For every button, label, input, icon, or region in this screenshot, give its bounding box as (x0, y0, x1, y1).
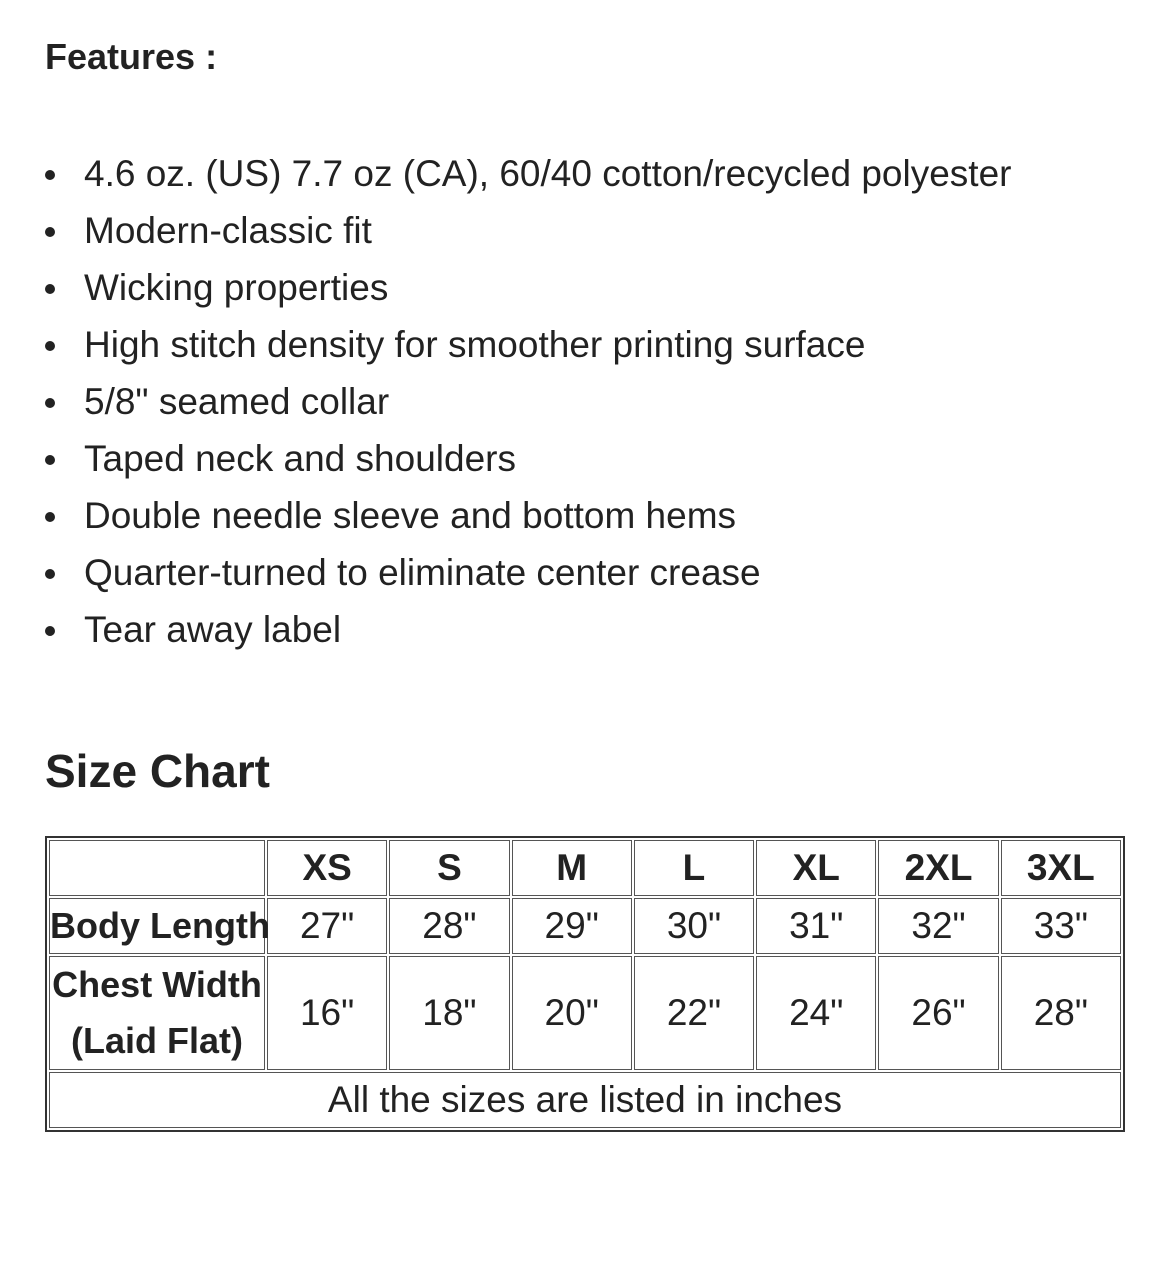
row-label-chest-width (49, 956, 265, 1070)
table-cell: 31" (756, 898, 876, 954)
size-header-cell: XL (756, 840, 876, 896)
feature-text: Quarter-turned to eliminate center crease (84, 552, 761, 593)
table-cell: 24" (756, 956, 876, 1070)
table-cell: 27" (267, 898, 387, 954)
feature-text: High stitch density for smoother printing surface (84, 324, 866, 365)
size-chart-table (45, 836, 1125, 1132)
list-item (0, 433, 1011, 490)
list-item (0, 205, 1011, 262)
feature-text: Modern-classic fit (84, 210, 372, 251)
table-row (49, 1072, 1121, 1128)
table-cell: 30" (634, 898, 754, 954)
feature-text: 5/8" seamed collar (84, 381, 390, 422)
table-cell: 18" (389, 956, 509, 1070)
bullet-icon (45, 170, 55, 180)
list-item (0, 376, 1011, 433)
table-cell: 28" (1001, 956, 1121, 1070)
size-header-cell: S (389, 840, 509, 896)
table-row (49, 898, 1121, 954)
size-chart-heading: Size Chart (45, 745, 270, 797)
features-list (0, 148, 1011, 661)
bullet-icon (45, 227, 55, 237)
table-corner-cell (49, 840, 265, 896)
table-cell: 26" (878, 956, 998, 1070)
table-cell: 28" (389, 898, 509, 954)
table-cell: 33" (1001, 898, 1121, 954)
list-item (0, 148, 1011, 205)
list-item (0, 547, 1011, 604)
size-header-cell: 2XL (878, 840, 998, 896)
table-row (49, 956, 1121, 1070)
feature-text: 4.6 oz. (US) 7.7 oz (CA), 60/40 cotton/recycled polyester (84, 153, 1012, 194)
bullet-icon (45, 626, 55, 636)
bullet-icon (45, 284, 55, 294)
size-chart-note: All the sizes are listed in inches (49, 1072, 1121, 1128)
list-item (0, 604, 1011, 661)
bullet-icon (45, 341, 55, 351)
bullet-icon (45, 455, 55, 465)
table-cell: 20" (512, 956, 632, 1070)
bullet-icon (45, 512, 55, 522)
list-item (0, 319, 1011, 376)
size-header-cell: XS (267, 840, 387, 896)
table-cell: 29" (512, 898, 632, 954)
table-cell: 22" (634, 956, 754, 1070)
feature-text: Taped neck and shoulders (84, 438, 516, 479)
bullet-icon (45, 569, 55, 579)
row-label-body-length: Body Length (49, 898, 265, 954)
feature-text: Double needle sleeve and bottom hems (84, 495, 737, 536)
size-header-cell: L (634, 840, 754, 896)
table-cell: 16" (267, 956, 387, 1070)
size-header-cell: 3XL (1001, 840, 1121, 896)
bullet-icon (45, 398, 55, 408)
size-header-cell: M (512, 840, 632, 896)
list-item (0, 490, 1011, 547)
row-label-line: Chest Width (52, 964, 262, 1005)
table-header-row (49, 840, 1121, 896)
feature-text: Tear away label (84, 609, 342, 650)
feature-text: Wicking properties (84, 267, 389, 308)
features-heading: Features : (45, 36, 218, 77)
list-item (0, 262, 1011, 319)
row-label-line: (Laid Flat) (71, 1020, 243, 1061)
table-cell: 32" (878, 898, 998, 954)
